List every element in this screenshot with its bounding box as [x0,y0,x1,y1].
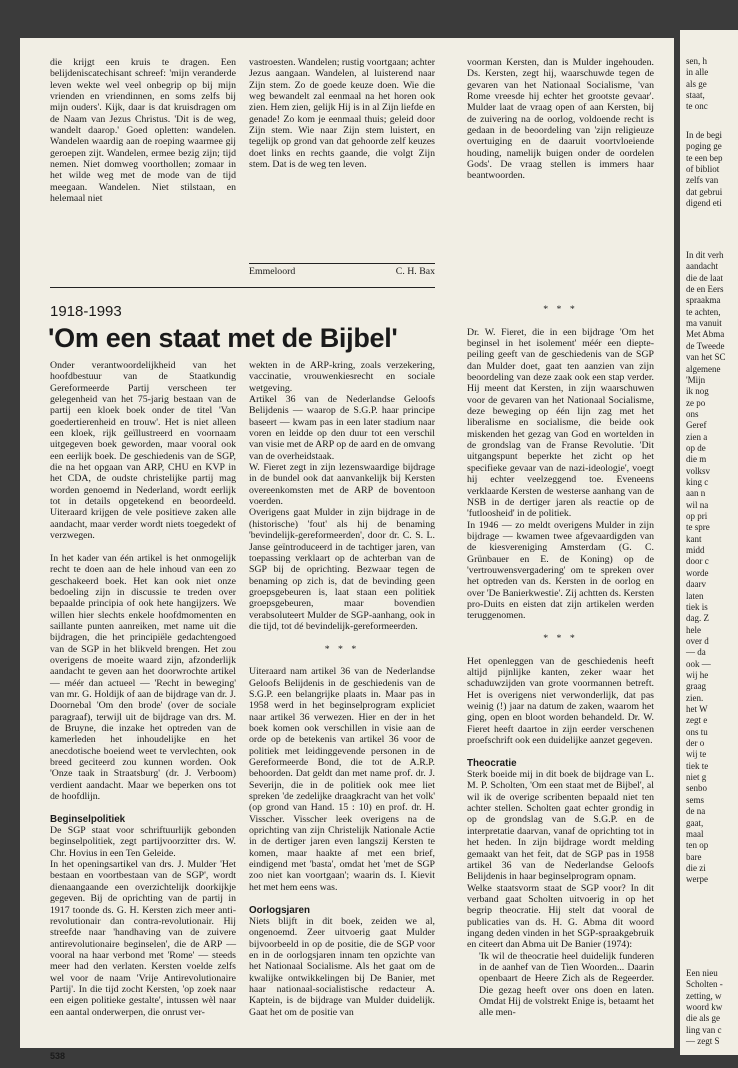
fragment-line: Scholten - [686,979,723,990]
signature-rule [249,263,435,264]
paragraph: Het openleggen van de geschiedenis heeft altijd pijnlijke kanten, zeker waar het schaduwzijden van grote voormannen betreft. Het is overigens niet verwonderlijk, dat pas weinig (!) jaar na datum de zaken, waarom het ging, open en bloot worden behandeld. Dr. W. Fieret heeft daartoe in zijn eerder verschenen proefschrift ook een duidelijke aanzet gegeven. [467,655,654,747]
fragment-line: hele [686,624,701,635]
fragment-line: te achten, [686,306,721,317]
paragraph: W. Fieret zegt in zijn lezenswaardige bijdrage in de bundel ook dat aanvankelijk bij Kersten overeenkomsten met de ARP de boventoon voerden. [249,462,435,508]
fragment-line: graag [686,681,706,692]
fragment-line: die de laat [686,272,723,283]
fragment-line: ma vanuit [686,318,722,329]
signature-author: C. H. Bax [395,266,435,277]
fragment-line: op de [686,442,706,453]
paragraph: Uiteraard nam artikel 36 van de Nederlandse Geloofs Belijdenis in de geschiedenis van de S.G.P. een belangrijke plaats in. Maar pas in 1958 werd in het beginselprogram expliciet naar artikel 36 verwezen. Hier en der in het boek komen ook verschillen in visie aan de orde op de betekenis van artikel 36 voor de politiek met leidinggevende personen in de Gereformeerde Bond, die tot de A.R.P. behoorden. Dat geldt dan met name prof. dr. J. Severijn, die in de politiek ook mee liet spreken 'de zedelijke draagkracht van het volk' (op grond van Hand. 15 : 10) en prof. dr. H. Visscher. Visscher leek overigens na de oprichting van zijn Christelijk Nationale Actie in de dertiger jaren even langszij Kersten te komen, maar haakte af met een brief, eindigend met 'basta', omdat het 'met de SGP zoo niet kan voortgaan'; waarin ds. I. Kievit het met hem eens was. [249,666,435,893]
signature-place: Emmeloord [249,266,296,277]
fragment-line: zegt e [686,715,708,726]
fragment-line: in alle [686,67,709,78]
fragment-line: wij he [686,669,709,680]
paragraph: In 1946 — zo meldt overigens Mulder in zijn bijdrage — kwamen twee afgevaardigden van de kiesvereniging Amsterdam (G. C. Grünbauer en E. de Koning) op de 'vertrouwensvergadering' om te spreken over het optreden van ds. Kersten in de oorlog en over 'De Banierkwestie'. Zij achtten ds. Kersten pro-Duits en eisten dat zijn artikelen werden teruggenomen. [467,519,654,622]
fragment-line: maal [686,828,704,839]
fragment-line: digend eti [686,198,722,209]
fragment-line: daarv [686,579,706,590]
fragment-line: ten op [686,840,709,851]
fragment-line: de na [686,806,706,817]
spacer [50,802,236,813]
paragraph: Overigens gaat Mulder in zijn bijdrage in de (historische) 'fout' als hij de benaming 'bevindelijk-gereformeerden', door dr. C. S. L. Janse geïntroduceerd in de tachtiger jaren, van toepassing verklaart op de achterban van de SGP bij de oprichting. Bezwaar tegen de benaming op zich is, dat de bevinding geen groepsgebeuren is, laat staan een politiek groepsgebeuren, maar bovendien verabsoluteert Mulder de SGP-aanhang, ook in die tijd, tot dé bevindelijk-gereformeerden. [249,507,435,632]
block-quote: 'Ik wil de theocratie heel duidelijk funderen in de aanhef van de Tien Woorden... Daarin openbaart de Heere Zich als de Regeerder. Die gezag heeft over ons doen en laten. Omdat Hij de volstrekt Enige is, betaamt het alle men- [479,950,654,1019]
spacer [249,655,435,666]
fragment-line: de Tweede [686,340,725,351]
fragment-line: het W [686,704,708,714]
fragment-line: zetting, w [686,990,722,1001]
fragment-line: aan n [686,488,706,499]
spacer [467,644,654,655]
fragment-line: wij te [686,749,707,760]
fragment-line: wil na [686,499,709,510]
article-title: 'Om een staat met de Bijbel' [48,323,398,353]
fragment-line: — zegt S [686,1036,720,1047]
fragment-line: — da [686,647,706,658]
fragment-line: In de begi [686,130,722,140]
fragment-line: ling van c [686,1024,722,1035]
fragment-line: woord kw [686,1002,723,1013]
magazine-page [20,38,674,1061]
paragraph: In het openingsartikel van drs. J. Mulder 'Het bestaan en voortbestaan van de SGP', wordt dienaangaande een overzichtelijk doorkijkje gegeven. Bij de oprichting van de partij in 1917 toonde ds. G. H. Kersten zich meer anti-revolutionair dan contra-revolutionair. Hij streefde naar 'handhaving van de zuivere antirevolutionaire beginselen', die de ARP — vooral na haar verbond met 'Rome' — steeds meer had den verlaten. Kersten voelde zelfs wel voor de naam 'Vrije Antirevolutionaire Partij'. In die tijd zocht Kersten, 'op zoek naar een eigen politieke gestalte', intussen wèl naar een aantal onderwerpen, die onrust ver- [50,859,236,1018]
fragment-line: zien a [686,431,708,442]
paragraph: In het kader van één artikel is het onmogelijk recht te doen aan de hele inhoud van een zo geschakeerd boek. Het kan ook niet onze bedoeling zijn in discussie te treden over bepaalde principia of ook hete hangijzers. We willen hier slechts enkele hoofdmomenten en saillante punten aanreiken, met name uit die bijdragen, die het principiële gedachtengoed van de SGP in het blikveld brengen. Het zou overigens de moeite waard zijn, afzonderlijk aandacht te geven aan het doorwrochte artikel — méér dan actueel — 'Recht in beweging' van mr. G. Holdijk of aan de bijdrage van dr. J. Doornebal 'Om den brode' (over de sociale paragraaf), terwijl uit de bijdrage van drs. M. de Bruyne, die inzake het optreden van de kamerleden het inhoudelijke en het anecdotische boeiend weet te vervlechten, ook breed geciteerd zou kunnen worden. Ook 'Onze taak in Straatsburg' (dr. J. Verboom) verdient aandacht. Maar we beperken ons tot de hoofdlijn. [50,552,236,803]
fragment-line: sems [686,794,704,805]
section-heading: Theocratie [467,757,517,769]
fragment-line: In dit verh [686,250,724,260]
paragraph: voorman Kersten, dan is Mulder ingehouden. Ds. Kersten, zegt hij, waarschuwde tegen de gevaren van het Nationaal Socialisme, 'van Rome vreesde hij echter het grootste gevaar'. Mulder laat de vraag open of aan Kersten, bij de zuivering na de oorlog, voldoende recht is gedaan in de beoordeling van 'zijn religieuze overtuiging en de daaruit voortvloeiende houding, namelijk buigen onder de oordelen Gods'. De vraag stellen is immers haar beantwoorden. [467,57,654,182]
fragment-line: niet g [686,772,707,783]
fragment-line: 'Mijn [686,374,706,385]
fragment-line: tiek te [686,760,709,771]
fragment-line: ons tu [686,726,708,737]
fragment-line: algemene [686,363,721,374]
article-column-2 [249,360,435,1018]
fragment-line: die als ge [686,1013,720,1024]
fragment-line: dat gebrui [686,186,723,197]
paragraph: Dr. W. Fieret, die in een bijdrage 'Om het beginsel in het isolement' méér een diepte-peiling geeft van de geschiedenis van de SGP dan Mulder doet, gaat ten aanzien van zijn beoordeling van deze zaak ook een stap verder. Hij meent dat Kersten, in zijn waarschuwen voor de gevaren van het Nationaal Socialisme, deze beweging op één lijn zag met het liberalisme en socialisme, die beide ook miskenden het gezag van God en wortelden in de grondslag van de Franse Revolutie. 'Dit uitgangspunt beperkte het zicht op het specifieke gevaar van de nazi-ideologie', voegt hij echter veelzeggend toe. Eveneens verklaarde Kersten de westerse aanhang van de NSB in de dertiger jaren als reactie op de 'futloosheid' in de politiek. [467,326,654,520]
spacer [467,746,654,757]
fragment-line: midd [686,545,705,556]
fragment-line: van het SC [686,352,726,363]
fragment-line: dag. Z [686,613,709,624]
fragment-line: te onc [686,101,708,112]
section-heading: Oorlogsjaren [249,904,310,916]
article-column-3 [467,304,654,1019]
section-heading: Beginselpolitiek [50,813,126,825]
fragment-line: de en Eers [686,284,724,295]
spacer [467,622,654,633]
fragment-line: kant [686,533,702,544]
fragment-line: te een bep [686,152,723,163]
paragraph: Sterk boeide mij in dit boek de bijdrage van L. M. P. Scholten, 'Om een staat met de Bijbel', al wil ik de overige scribenten bepaald niet ten achter stellen. Scholten gaat echter grondig in op de grondslag van de S.G.P. en de interpretatie daarvan, vanaf de oprichting tot in het heden. In zijn bijdrage wordt melding gemaakt van het feit, dat de SGP pas in 1958 artikel 36 van de Nederlandse Geloofs Belijdenis in haar beginselprogram opnam. [467,769,654,883]
fragment-line: ook — [686,658,711,669]
section-break: * * * [543,304,578,315]
fragment-line: als ge [686,78,707,89]
fragment-line: der o [686,738,705,749]
fragment-line: bare [686,851,702,862]
previous-article-column-2 [249,57,435,170]
paragraph: wekten in de ARP-kring, zoals verzekering, vaccinatie, vrouwenkiesrecht en sociale wetgeving. [249,360,435,394]
adjacent-page-fragment [680,30,738,1055]
fragment-line: king c [686,477,709,487]
article-signature [249,266,435,277]
paragraph: Onder verantwoordelijkheid van het hoofdbestuur van de Staatkundig Gereformeerde Partij verscheen ter gelegenheid van het 75-jarig bestaan van de partij een kloek boek onder de titel 'Van goedertierenheid en trouw'. Het is niet alleen een kloek, rijk geïllustreerd en voornaam uitgegeven boek geworden, maar vooral ook een eerlijk boek. De geschiedenis van de SGP, die na het opgaan van ARP, CHU en KVP in het CDA, de oudste christelijke partij mag worden genoemd in Nederland, wordt eerlijk tot in details opgetekend en beoordeeld. Uiteraard krijgen de vele positieve zaken alle aandacht, maar verder wordt niets toegedekt of verzwegen. [50,360,236,542]
article-column-1 [50,360,236,1018]
continued-column [467,57,654,182]
fragment-line: door c [686,556,709,567]
fragment-line: worde [686,567,709,578]
page-number: 538 [50,1051,66,1061]
fragment-line: zelfs van [686,175,719,186]
fragment-line: die zi [686,862,706,873]
fragment-line: zien. [686,692,704,703]
fragment-line: Een nieu [686,968,718,978]
paragraph: Niets blijft in dit boek, zeiden we al, ongenoemd. Zeer uitvoerig gaat Mulder bijvoorbeeld in op de positie, die de SGP voor en in de oorlogsjaren innam ten opzichte van het Nationaal Socialisme. Als het gaat om de kwalijke ontwikkelingen bij De Banier, met haar nationaal-socialistische redacteur A. Kaptein, is de bijdrage van Mulder duidelijk. Gaat het om de positie van [249,915,435,1018]
fragment-line: of bibliot [686,164,720,175]
fragment-line: laten [686,590,704,601]
fragment-line: werpe [686,874,708,885]
article-kicker: 1918-1993 [50,303,122,320]
fragment-line: gaat, [686,817,704,828]
paragraph: De SGP staat voor schriftuurlijk gebonden beginselpolitiek, zegt partijvoorzitter drs. W. Chr. Hovius in een Ten Geleide. [50,825,236,859]
section-break: * * * [543,632,578,644]
fragment-line: tiek is [686,601,708,612]
spacer [50,542,236,553]
paragraph: Artikel 36 van de Nederlandse Geloofs Belijdenis — waarop de S.G.P. haar principe baseert — kwam pas in een later stadium naar voren en leidde op den duur tot een verschil van visie met de ARP op de aard en de omvang van de overheidstaak. [249,394,435,462]
paragraph: Welke staatsvorm staat de SGP voor? In dit verband gaat Scholten uitvoerig in op het begrip theocratie. Hij stelt dat vooral de publicaties van ds. H. G. Abma dit woord ingang deden vinden in het SGP-spraakgebruik en citeert dan Abma uit De Banier (1974): [467,882,654,951]
fragment-line: poging ge [686,141,722,152]
fragment-line: aandacht [686,261,718,272]
fragment-line: Geref [686,420,707,431]
spacer [467,315,654,326]
fragment-line: Met Abma [686,329,725,340]
fragment-line: over d [686,635,709,646]
fragment-line: ik nog [686,386,709,397]
fragment-line: die m [686,454,707,465]
previous-article-column-1 [50,57,236,204]
fragment-line: senbo [686,783,707,794]
spacer [249,632,435,643]
fragment-line: ze po [686,397,706,408]
section-divider [50,287,435,288]
paragraph: vastroesten. Wandelen; rustig voortgaan; achter Jezus aangaan. Wandelen, al luisterend naar Zijn stem. Zo de goede keuze doen. Wie die weg bewandelt zal eenmaal na het horen ook zien. Hem zien, gelijk Hij is in al Zijn liefde en genade! Zo kom je eenmaal thuis; geleid door Zijn stem. Wie naar Zijn stem luistert, en tegelijk op grond van dat gehoorde zelf keuzes doet links en rechts gaande, die volgt Zijn stem. Dat is de weg ten leven. [249,57,435,171]
fragment-line: spraakma [686,295,721,306]
fragment-line: volksv [686,465,711,476]
section-break: * * * [324,643,360,655]
fragment-line: op pri [686,511,708,522]
fragment-line: ons [686,408,699,419]
fragment-line: staat, [686,90,705,101]
fragment-line: sen, h [686,56,707,66]
paragraph: die krijgt een kruis te dragen. Een belijdeniscatechisant schreef: 'mijn veranderde leven wekte wel veel onbegrip op bij mijn vrienden en vriendinnen, en soms zelfs bij mijn ouders'. Kijk, daar is dat kruisdragen om de Naam van Jezus Christus. 'Dit is de weg, wandelt daarop.' Goed opletten: wandelen. Wandelen waardig aan de roeping waarmee gij geroepen zijt. Wandelen, ermee bezig zijn; tijd nemen. Niet domweg voorthollen; zomaar in het wilde weg met de mode van de tijd meegaan. Wandelen. Niet stilstaan, en helemaal niet [50,57,236,205]
spacer [249,893,435,904]
fragment-line: te spre [686,522,710,533]
